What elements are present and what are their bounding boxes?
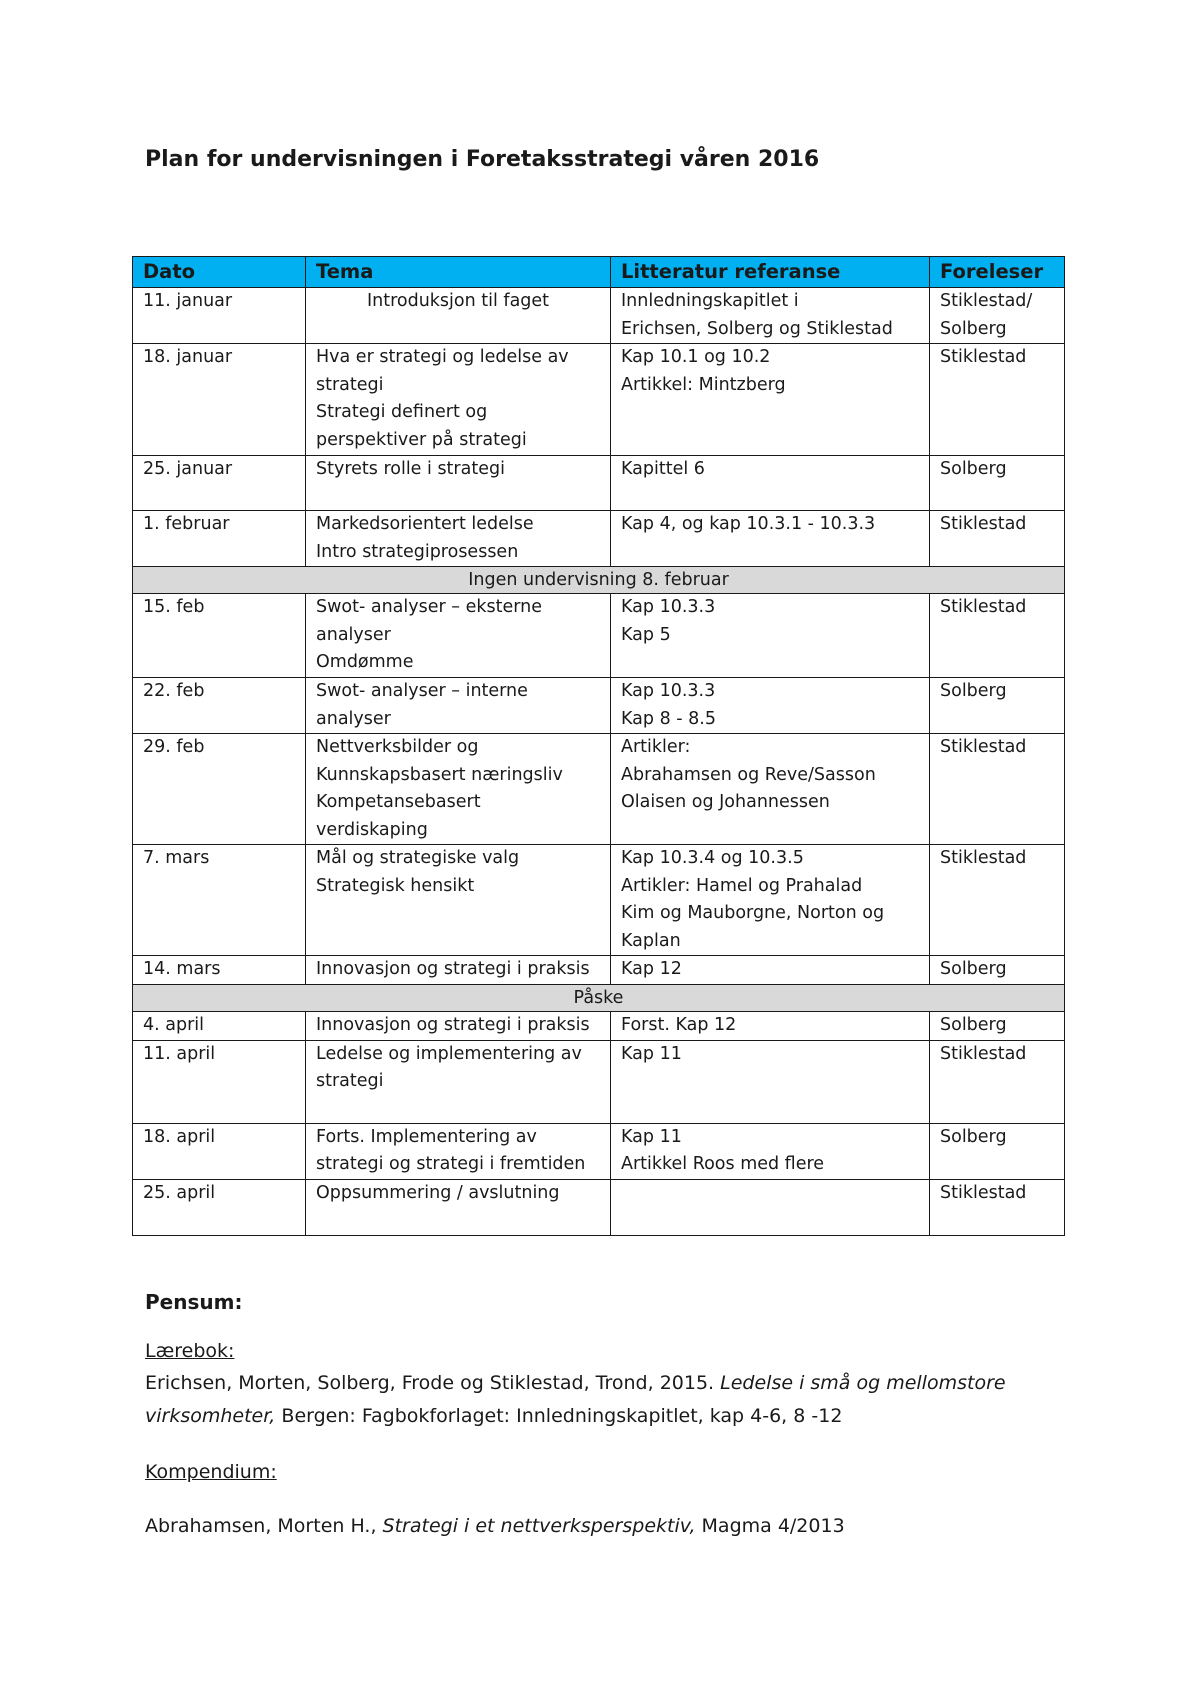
cell-tema [306, 678, 611, 734]
cell-dato: 11. januar [133, 288, 306, 344]
cell-litteratur [611, 678, 930, 734]
cell-litteratur [611, 1040, 930, 1123]
cell-litteratur-line: Kap 11 [621, 1126, 682, 1147]
cell-foreleser-line: Stiklestad [940, 347, 1027, 367]
cell-tema-line: Styrets rolle i strategi [316, 459, 505, 479]
cell-litteratur-line: Kap 8 - 8.5 [621, 708, 716, 729]
cell-tema-line: verdiskaping [316, 819, 428, 840]
cell-litteratur [611, 1179, 930, 1235]
cell-foreleser-line: Stiklestad [940, 1043, 1027, 1064]
cell-tema [306, 956, 611, 985]
table-row [133, 456, 1065, 511]
cell-tema-line: Nettverksbilder og [316, 737, 479, 757]
cell-litteratur-line: Forst. Kap 12 [621, 1014, 737, 1035]
cell-foreleser [930, 1011, 1065, 1040]
cell-dato: 25. april [133, 1179, 306, 1235]
cell-tema-line: Innovasjon og strategi i praksis [316, 959, 590, 979]
table-row [133, 734, 1065, 845]
table-row [133, 845, 1065, 956]
header-foreleser: Foreleser [930, 257, 1065, 288]
cell-tema-line: strategi [316, 374, 384, 395]
cell-dato: 11. april [133, 1040, 306, 1123]
laerebok-reference: Erichsen, Morten, Solberg, Frode og Stiklestad, Trond, 2015. Ledelse i små og mellomstore virksomheter, Bergen: Fagbokforlaget: Innledningskapitlet, kap 4-6, 8 -12 [145, 1372, 1006, 1427]
cell-litteratur-line: Kap 10.1 og 10.2 [621, 347, 771, 367]
table-row [133, 1179, 1065, 1235]
cell-litteratur-line: Kap 10.3.3 [621, 681, 716, 701]
cell-litteratur-line: Kim og Mauborgne, Norton og [621, 903, 885, 923]
cell-litteratur [611, 845, 930, 956]
cell-tema-line: Strategi definert og [316, 402, 488, 422]
cell-tema-line: analyser [316, 708, 391, 729]
cell-foreleser [930, 456, 1065, 511]
cell-tema-line: Strategisk hensikt [316, 875, 475, 896]
cell-litteratur-line: Kap 12 [621, 959, 682, 979]
cell-tema [306, 456, 611, 511]
cell-foreleser-line: Solberg [940, 1014, 1007, 1035]
cell-litteratur [611, 344, 930, 456]
separator-label: Påske [133, 984, 1065, 1011]
table-separator-row [133, 567, 1065, 594]
cell-litteratur [611, 1123, 930, 1179]
table-row [133, 511, 1065, 567]
cell-tema [306, 594, 611, 678]
cell-litteratur [611, 734, 930, 845]
cell-foreleser [930, 288, 1065, 344]
cell-tema-line: Forts. Implementering av [316, 1126, 537, 1147]
cell-foreleser-line: Stiklestad [940, 737, 1027, 757]
cell-foreleser [930, 956, 1065, 985]
cell-litteratur-line: Artikler: [621, 737, 691, 757]
cell-dato: 14. mars [133, 956, 306, 985]
cell-tema-line: Swot- analyser – interne [316, 681, 528, 701]
cell-foreleser [930, 734, 1065, 845]
cell-foreleser [930, 1179, 1065, 1235]
cell-litteratur-line: Kaplan [621, 930, 681, 951]
cell-foreleser-line: Stiklestad/ [940, 291, 1033, 311]
cell-litteratur [611, 594, 930, 678]
cell-litteratur-line: Kapittel 6 [621, 459, 705, 479]
cell-foreleser [930, 511, 1065, 567]
cell-litteratur-line: Kap 10.3.3 [621, 597, 716, 617]
cell-litteratur [611, 288, 930, 344]
cell-tema-line: Swot- analyser – eksterne [316, 597, 542, 617]
cell-litteratur-line: Kap 4, og kap 10.3.1 - 10.3.3 [621, 514, 876, 534]
cell-tema [306, 734, 611, 845]
cell-foreleser-line: Stiklestad [940, 1182, 1027, 1203]
cell-tema-line: Innovasjon og strategi i praksis [316, 1014, 590, 1035]
kompendium-reference: Abrahamsen, Morten H., Strategi i et nettverksperspektiv, Magma 4/2013 [145, 1515, 845, 1537]
cell-dato: 7. mars [133, 845, 306, 956]
cell-foreleser [930, 845, 1065, 956]
table-row [133, 678, 1065, 734]
cell-tema-line: Kompetansebasert [316, 792, 481, 812]
cell-litteratur-line: Artikkel Roos med flere [621, 1154, 825, 1174]
cell-tema [306, 1123, 611, 1179]
header-row [133, 257, 1065, 288]
cell-litteratur-line: Erichsen, Solberg og Stiklestad [621, 318, 893, 339]
cell-tema [306, 1011, 611, 1040]
cell-litteratur [611, 1011, 930, 1040]
cell-tema-line: Mål og strategiske valg [316, 848, 520, 868]
cell-tema-line: strategi og strategi i fremtiden [316, 1154, 586, 1174]
cell-dato: 25. januar [133, 456, 306, 511]
cell-foreleser [930, 594, 1065, 678]
cell-dato: 22. feb [133, 678, 306, 734]
page-title: Plan for undervisningen i Foretaksstrategi våren 2016 [145, 147, 820, 172]
cell-litteratur [611, 511, 930, 567]
cell-tema-line: analyser [316, 624, 391, 645]
cell-litteratur [611, 956, 930, 985]
cell-tema-line: Introduksjon til faget [366, 291, 550, 311]
cell-tema [306, 1040, 611, 1123]
cell-tema-line: Markedsorientert ledelse [316, 514, 534, 534]
cell-dato: 15. feb [133, 594, 306, 678]
cell-foreleser-line: Solberg [940, 1126, 1007, 1147]
cell-litteratur-line: Innledningskapitlet i [621, 291, 799, 311]
cell-tema [306, 288, 611, 344]
table-row [133, 594, 1065, 678]
table-row [133, 1040, 1065, 1123]
cell-dato: 4. april [133, 1011, 306, 1040]
cell-dato: 18. januar [133, 344, 306, 456]
cell-dato: 29. feb [133, 734, 306, 845]
cell-foreleser [930, 1123, 1065, 1179]
cell-foreleser-line: Stiklestad [940, 514, 1027, 534]
cell-foreleser-line: Solberg [940, 681, 1007, 701]
separator-label: Ingen undervisning 8. februar [133, 567, 1065, 594]
cell-tema-line: Ledelse og implementering av [316, 1043, 582, 1064]
table-row [133, 288, 1065, 344]
cell-tema-line: Hva er strategi og ledelse av [316, 347, 569, 367]
cell-foreleser-line: Solberg [940, 318, 1007, 339]
cell-tema [306, 845, 611, 956]
cell-foreleser [930, 678, 1065, 734]
cell-tema-line: Omdømme [316, 652, 414, 672]
cell-litteratur-line: Artikkel: Mintzberg [621, 374, 786, 395]
cell-dato: 18. april [133, 1123, 306, 1179]
cell-tema [306, 344, 611, 456]
cell-litteratur-line: Artikler: Hamel og Prahalad [621, 875, 863, 896]
cell-tema-line: strategi [316, 1071, 384, 1091]
table-row [133, 1011, 1065, 1040]
cell-tema-line: Intro strategiprosessen [316, 541, 519, 562]
pensum-heading: Pensum: [145, 1290, 243, 1314]
cell-litteratur-line: Kap 5 [621, 624, 671, 645]
cell-litteratur-line: Abrahamsen og Reve/Sasson [621, 764, 876, 785]
table-row [133, 344, 1065, 456]
cell-tema-line: perspektiver på strategi [316, 429, 527, 450]
cell-litteratur-line: Kap 10.3.4 og 10.3.5 [621, 848, 804, 868]
cell-foreleser [930, 344, 1065, 456]
cell-tema [306, 511, 611, 567]
cell-foreleser-line: Solberg [940, 959, 1007, 979]
cell-tema [306, 1179, 611, 1235]
cell-foreleser-line: Solberg [940, 459, 1007, 479]
cell-foreleser [930, 1040, 1065, 1123]
cell-foreleser-line: Stiklestad [940, 597, 1027, 617]
cell-litteratur-line: Kap 11 [621, 1043, 682, 1064]
cell-tema-line: Oppsummering / avslutning [316, 1182, 560, 1203]
header-dato: Dato [133, 257, 306, 288]
table-row [133, 1123, 1065, 1179]
cell-litteratur [611, 456, 930, 511]
cell-foreleser-line: Stiklestad [940, 848, 1027, 868]
table-row [133, 956, 1065, 985]
header-litteratur: Litteratur referanse [611, 257, 930, 288]
schedule-table [132, 256, 1065, 1236]
cell-tema-line: Kunnskapsbasert næringsliv [316, 764, 563, 785]
cell-dato: 1. februar [133, 511, 306, 567]
laerebok-label: Lærebok: [145, 1340, 235, 1362]
cell-litteratur-line: Olaisen og Johannessen [621, 792, 830, 812]
header-tema: Tema [306, 257, 611, 288]
table-separator-row [133, 984, 1065, 1011]
kompendium-label: Kompendium: [145, 1461, 277, 1483]
